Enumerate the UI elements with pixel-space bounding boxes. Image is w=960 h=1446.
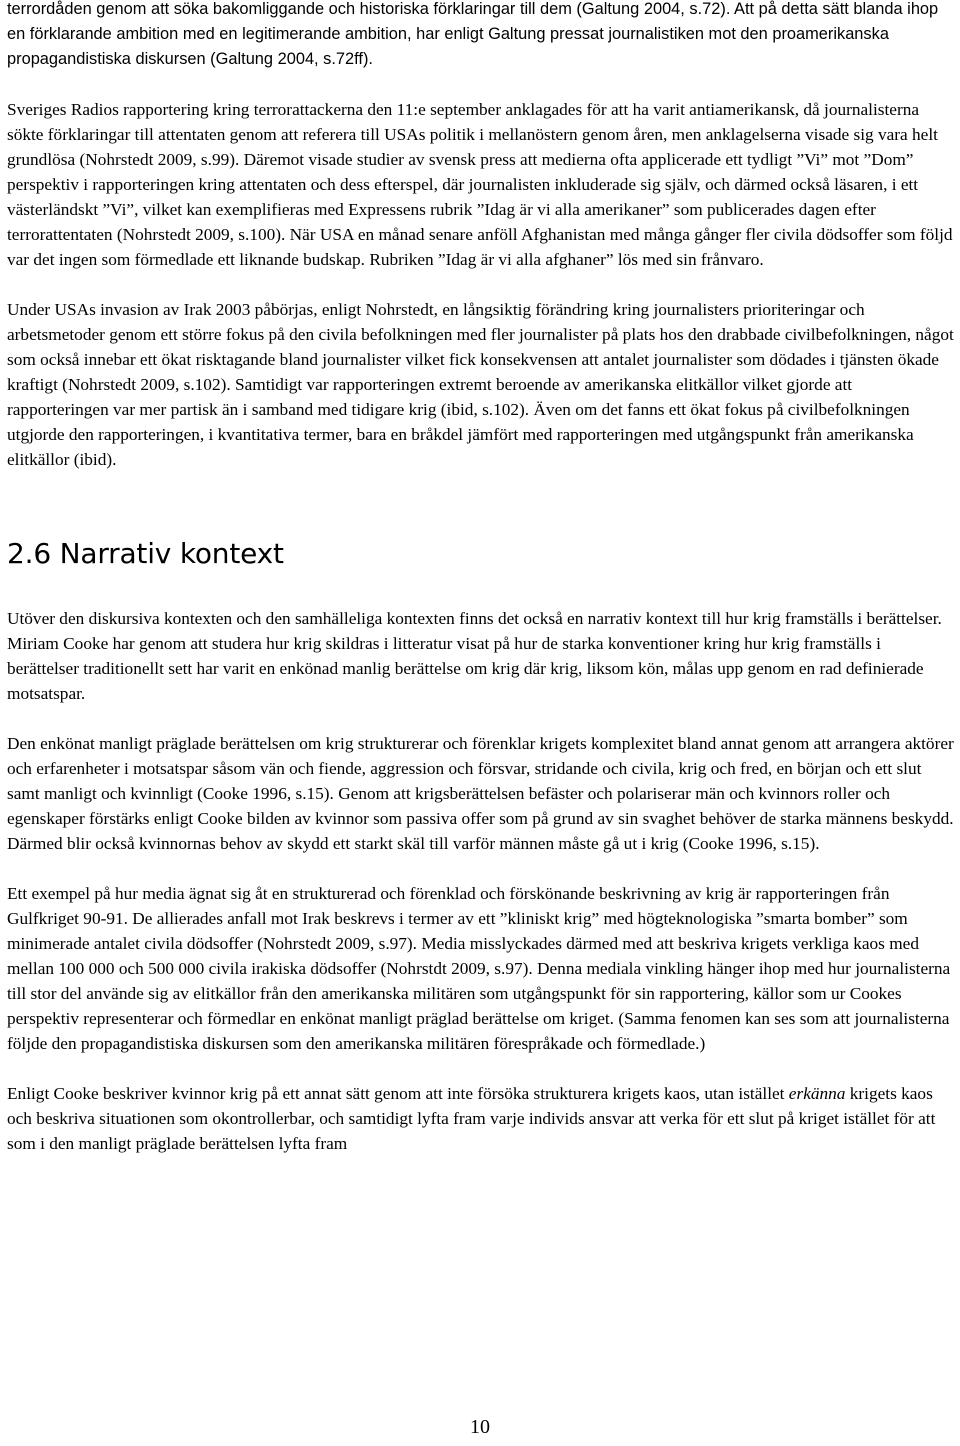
paragraph-cooke-before: Enligt Cooke beskriver kvinnor krig på ett annat sätt genom att inte försöka strukturera krigets kaos, utan istället <box>7 1084 789 1103</box>
section-heading: 2.6 Narrativ kontext <box>7 537 284 570</box>
paragraph-narrativ-kontext: Utöver den diskursiva kontexten och den samhälleliga kontexten finns det också en narrativ kontext till hur krig framställs i berättelser. Miriam Cooke har genom att studera hur krig skildras i litteratur visat på hur de starka konventioner kring hur krig framställs i berättelser traditionellt sett har varit en enkönad manlig berättelse om krig där krig, liksom kön, målas upp genom en rad definierade motsatspar. <box>7 609 942 703</box>
paragraph-enkonad-berattelse: Den enkönat manligt präglade berättelsen om krig strukturerar och förenklar krigets komplexitet bland annat genom att arrangera aktörer och erfarenheter i motsatspar såsom vän och fiende, aggression och försvar, stridande och civila, krig och fred, en början och ett slut samt manligt och kvinnligt (Cooke 1996, s.15). Genom att krigsberättelsen befäster och polariserar män och kvinnors roller och egenskaper förstärks enligt Cooke bilden av kvinnor som passiva offer som på grund av sin svaghet behöver de starka männens beskydd. Därmed blir också kvinnornas behov av skydd ett starkt skäl till varför männen måste gå ut i krig (Cooke 1996, s.15). <box>7 734 954 853</box>
paragraph-cooke-kvinnor <box>7 1081 956 1156</box>
paragraph-irak-invasion: Under USAs invasion av Irak 2003 påbörjas, enligt Nohrstedt, en långsiktig förändring kring journalisters prioriteringar och arbetsmetoder genom ett större fokus på den civila befolkningen med fler journalister på plats hos den drabbade civilbefolkningen, något som också innebar ett ökat risktagande bland journalister vilket fick konsekvensen att antalet journalister som dödades i tjänsten ökade kraftigt (Nohrstedt 2009, s.102). Samtidigt var rapporteringen extremt beroende av amerikanska elitkällor vilket gjorde att rapporteringen var mer partisk än i samband med tidigare krig (ibid, s.102). Även om det fanns ett ökat fokus på civilbefolkningen utgjorde den rapporteringen, i kvantitativa termer, bara en bråkdel jämfört med rapporteringen med utgångspunkt från amerikanska elitkällor (ibid). <box>7 300 954 469</box>
paragraph-galtung-continuation: terrordåden genom att söka bakomliggande och historiska förklaringar till dem (Galtung 2004, s.72). Att på detta sätt blanda ihop en förklarande ambition med en legitimerande ambition, har enligt Galtung pressat journalistiken mot den proamerikanska propagandistiska diskursen (Galtung 2004, s.72ff). <box>7 0 939 68</box>
emphasis-erkanna: erkänna <box>788 1084 846 1103</box>
page-number: 10 <box>470 1416 490 1438</box>
paragraph-cooke-after: krigets kaos och beskriva situationen som okontrollerbar, och samtidigt lyfta fram varje individs ansvar att verka för ett slut på kriget istället för att som i den manligt präglade berättelsen lyfta fram <box>7 1084 936 1153</box>
paragraph-sveriges-radio: Sveriges Radios rapportering kring terrorattackerna den 11:e september anklagades för att ha varit antiamerikansk, då journalisterna sökte förklaringar till attentaten genom att referera till USAs politik i mellanöstern genom åren, men anklagelserna visade sig vara helt grundlösa (Nohrstedt 2009, s.99). Däremot visade studier av svensk press att medierna ofta applicerade ett tydligt ”Vi” mot ”Dom” perspektiv i rapporteringen kring attentaten och dess efterspel, där journalisten inkluderade sig själv, och därmed också läsaren, i ett västerländskt ”Vi”, vilket kan exemplifieras med Expressens rubrik ”Idag är vi alla amerikaner” som publicerades dagen efter terrorattentaten (Nohrstedt 2009, s.100). När USA en månad senare anföll Afghanistan med många gånger fler civila dödsoffer som följd var det ingen som förmedlade ett liknande budskap. Rubriken ”Idag är vi alla afghaner” lös med sin frånvaro. <box>7 100 953 269</box>
paragraph-gulfkriget: Ett exempel på hur media ägnat sig åt en strukturerad och förenklad och förskönande beskrivning av krig är rapporteringen från Gulfkriget 90-91. De allierades anfall mot Irak beskrevs i termer av ett ”kliniskt krig” med högteknologiska ”smarta bomber” som minimerade antalet civila dödsoffer (Nohrstedt 2009, s.97). Media misslyckades därmed med att beskriva krigets verkliga kaos med mellan 100 000 och 500 000 civila irakiska dödsoffer (Nohrstdt 2009, s.97). Denna mediala vinkling hänger ihop med hur journalisterna till stor del använde sig av elitkällor från den amerikanska militären som utgångspunkt för sin rapportering, källor som ur Cookes perspektiv representerar och förmedlar en enkönat manligt präglad berättelse om kriget. (Samma fenomen kan ses som att journalisterna följde den propagandistiska diskursen som den amerikanska militären förespråkade och förmedlade.) <box>7 884 951 1053</box>
